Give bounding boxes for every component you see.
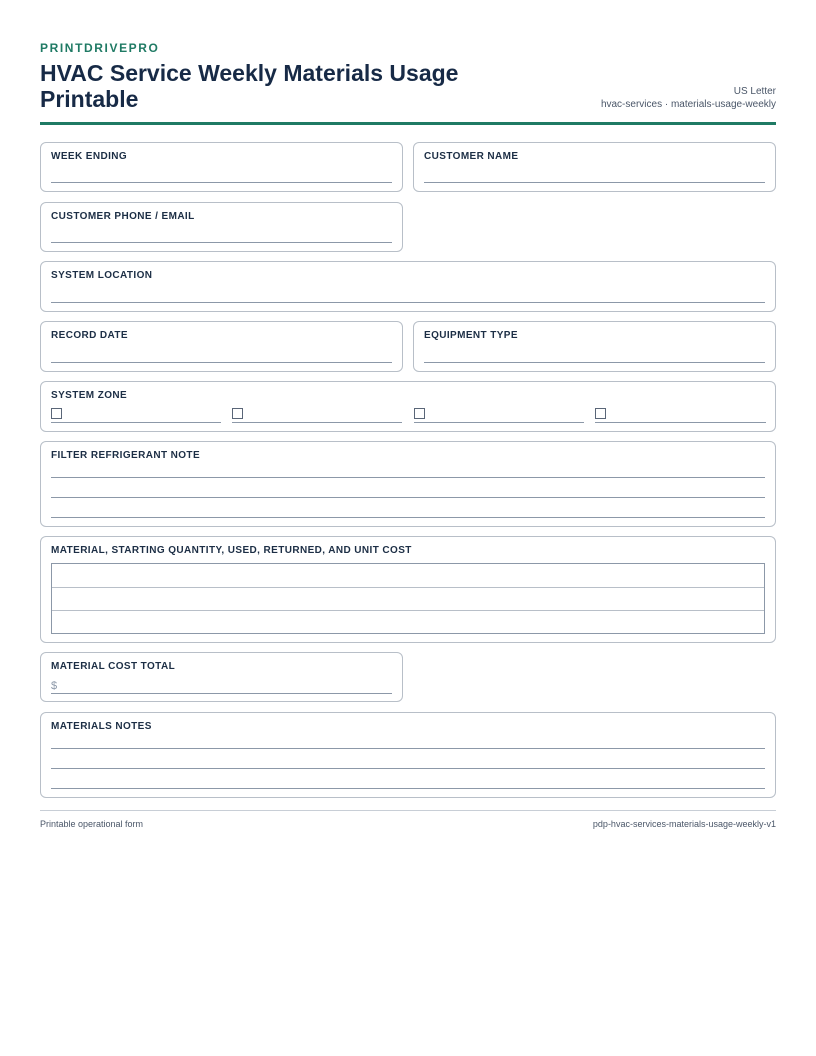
- form-slug: hvac-services · materials-usage-weekly: [600, 99, 776, 110]
- record-date-line[interactable]: [51, 362, 392, 363]
- zone-checkbox-3[interactable]: [414, 408, 425, 419]
- week-ending-label: WEEK ENDING: [51, 151, 128, 162]
- footer-label: Printable operational form: [40, 819, 144, 829]
- customer-contact-field[interactable]: [40, 202, 403, 252]
- brand-logo: PRINTDRIVEPRO: [40, 41, 160, 55]
- zone-option-line-2[interactable]: [232, 422, 402, 423]
- system-location-label: SYSTEM LOCATION: [51, 270, 153, 281]
- materials-notes-field[interactable]: [40, 712, 776, 798]
- materials-table[interactable]: [51, 563, 765, 634]
- filter-note-label: FILTER REFRIGERANT NOTE: [51, 450, 201, 461]
- materials-notes-label: MATERIALS NOTES: [51, 721, 152, 732]
- record-date-label: RECORD DATE: [51, 330, 128, 341]
- week-ending-line[interactable]: [51, 182, 392, 183]
- table-row-divider-1: [52, 587, 764, 588]
- header-rule: [40, 122, 776, 125]
- filter-note-line-1[interactable]: [51, 477, 765, 478]
- zone-option-line-3[interactable]: [414, 422, 584, 423]
- materials-table-label: MATERIAL, STARTING QUANTITY, USED, RETURNED, AND UNIT COST: [51, 545, 412, 556]
- system-zone-field: [40, 381, 776, 432]
- week-ending-field[interactable]: [40, 142, 403, 192]
- customer-contact-label: CUSTOMER PHONE / EMAIL: [51, 211, 195, 222]
- form-id: pdp-hvac-services-materials-usage-weekly-v1: [592, 819, 776, 829]
- filter-note-line-3[interactable]: [51, 517, 765, 518]
- currency-prefix: $: [51, 680, 58, 692]
- system-location-line[interactable]: [51, 302, 765, 303]
- materials-notes-line-1[interactable]: [51, 748, 765, 749]
- system-location-field[interactable]: [40, 261, 776, 312]
- zone-option-line-1[interactable]: [51, 422, 221, 423]
- record-date-field[interactable]: [40, 321, 403, 372]
- cost-total-line[interactable]: [51, 693, 392, 694]
- page-title: HVAC Service Weekly Materials Usage Printable: [40, 60, 459, 112]
- materials-notes-line-3[interactable]: [51, 788, 765, 789]
- zone-option-line-4[interactable]: [595, 422, 766, 423]
- cost-total-label: MATERIAL COST TOTAL: [51, 661, 176, 672]
- footer-rule: [40, 810, 776, 811]
- customer-contact-line[interactable]: [51, 242, 392, 243]
- paper-size: US Letter: [733, 86, 776, 97]
- cost-total-field[interactable]: [40, 652, 403, 702]
- equipment-type-label: EQUIPMENT TYPE: [424, 330, 518, 341]
- equipment-type-field[interactable]: [413, 321, 776, 372]
- filter-note-line-2[interactable]: [51, 497, 765, 498]
- system-zone-label: SYSTEM ZONE: [51, 390, 128, 401]
- document-meta: [601, 85, 776, 111]
- materials-notes-line-2[interactable]: [51, 768, 765, 769]
- zone-checkbox-2[interactable]: [232, 408, 243, 419]
- zone-checkbox-1[interactable]: [51, 408, 62, 419]
- zone-checkbox-4[interactable]: [595, 408, 606, 419]
- customer-name-line[interactable]: [424, 182, 765, 183]
- materials-table-field: [40, 536, 776, 643]
- table-row-divider-2: [52, 610, 764, 611]
- customer-name-label: CUSTOMER NAME: [424, 151, 519, 162]
- customer-name-field[interactable]: [413, 142, 776, 192]
- filter-note-field[interactable]: [40, 441, 776, 527]
- equipment-type-line[interactable]: [424, 362, 765, 363]
